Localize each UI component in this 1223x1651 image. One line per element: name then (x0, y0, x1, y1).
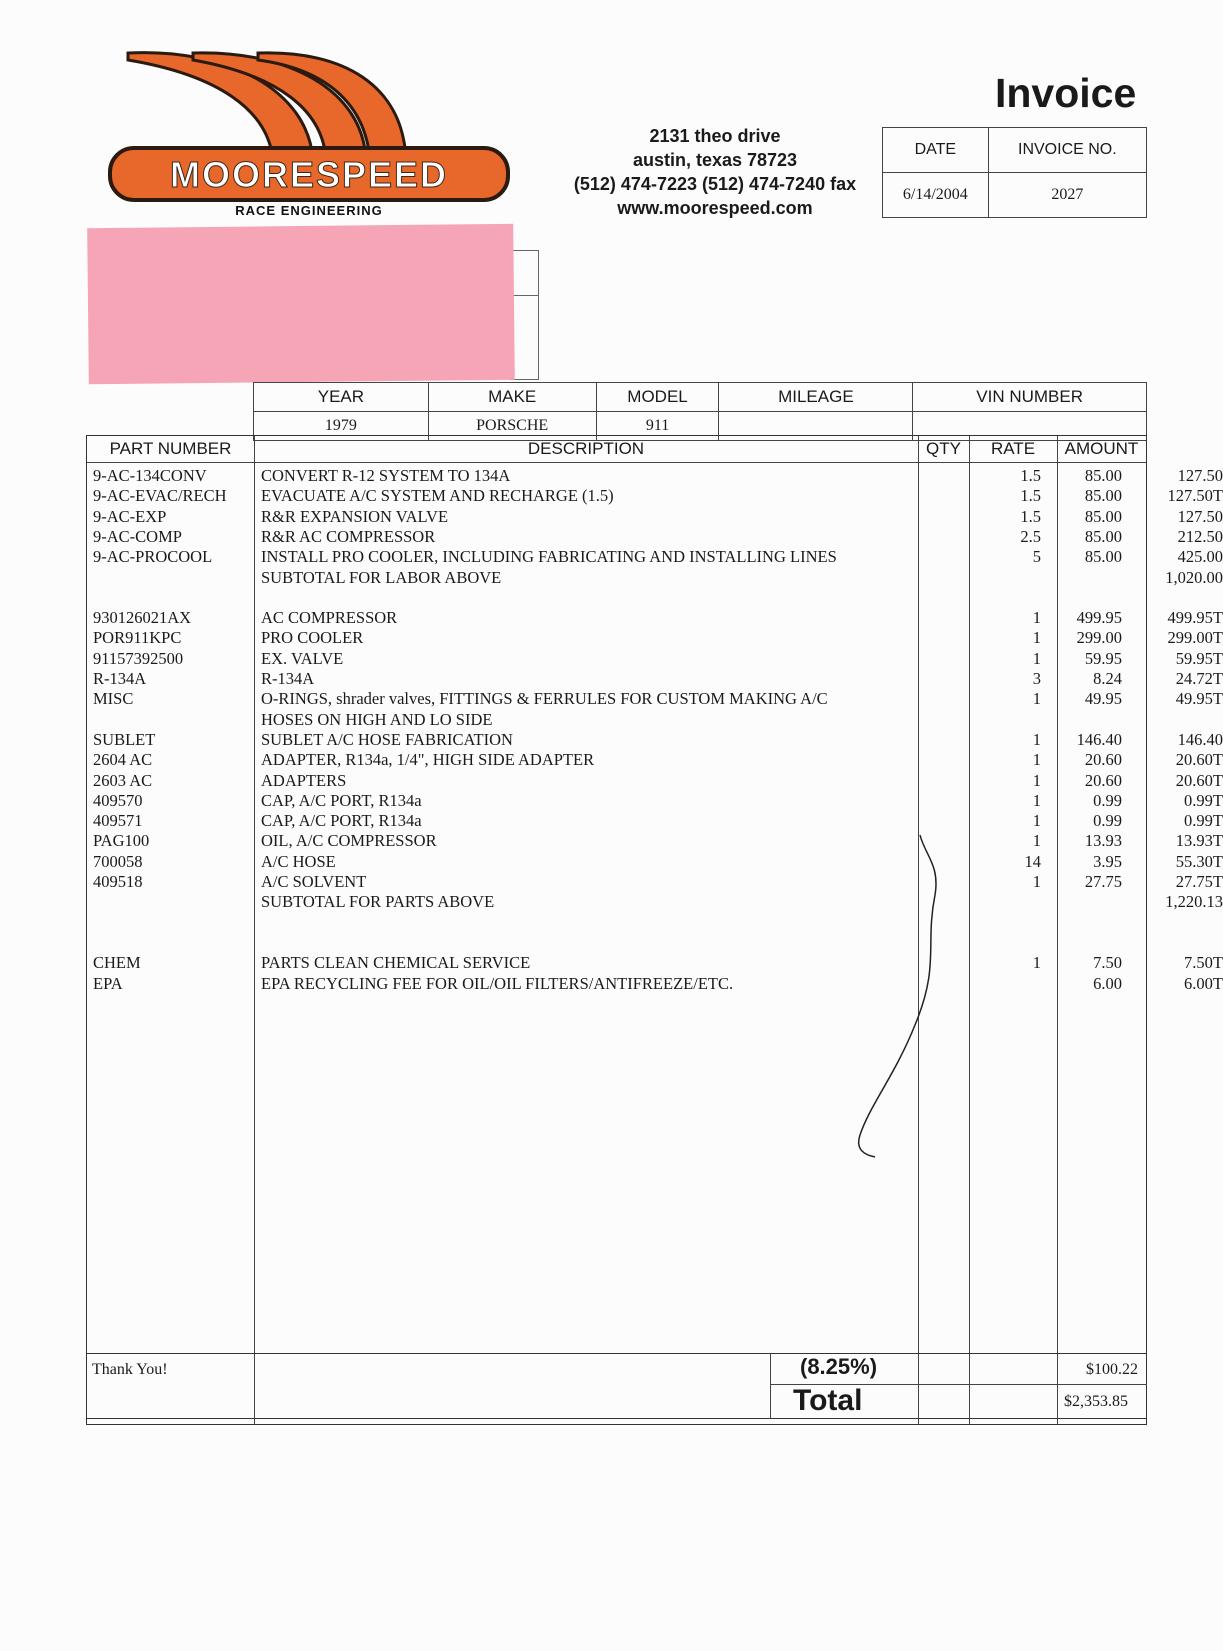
rate-cell: 499.95 (1076, 608, 1122, 628)
total-amount: $2,353.85 (1064, 1393, 1128, 1410)
table-row (87, 506, 1223, 528)
table-row (87, 770, 1223, 792)
qty-cell: 1 (1032, 790, 1041, 810)
description-cell: SUBTOTAL FOR LABOR ABOVE (261, 567, 502, 587)
company-address (550, 124, 880, 220)
rate-cell: 85.00 (1084, 526, 1122, 546)
date-label: DATE (883, 128, 989, 173)
table-row (87, 710, 1146, 731)
part-number-cell: 9-AC-EXP (93, 506, 167, 526)
amount-cell: 425.00 (1177, 547, 1223, 567)
rate-cell: 299.00 (1076, 628, 1122, 648)
part-number-cell: 700058 (93, 851, 143, 871)
description-cell: EPA RECYCLING FEE FOR OIL/OIL FILTERS/ANTIFREEZE/ETC. (261, 973, 734, 993)
table-row (87, 790, 1223, 812)
amount-cell: 20.60T (1175, 770, 1223, 790)
amount-cell: 55.30T (1175, 851, 1223, 871)
vehicle-make: PORSCHE (428, 412, 596, 441)
qty-cell: 1 (1032, 750, 1041, 770)
qty-cell: 1 (1032, 628, 1041, 648)
qty-cell: 1.5 (1020, 486, 1041, 506)
vehicle-header-make: MAKE (428, 383, 596, 412)
header-description: DESCRIPTION (527, 439, 645, 458)
redacted-bill-to (87, 224, 515, 384)
description-cell: R&R AC COMPRESSOR (261, 526, 436, 546)
qty-cell: 1 (1032, 770, 1041, 790)
description-cell: CONVERT R-12 SYSTEM TO 134A (261, 466, 511, 485)
rate-cell: 20.60 (1084, 750, 1122, 770)
description-cell: PRO COOLER (261, 628, 364, 648)
amount-cell: 0.99T (1184, 790, 1223, 810)
rate-cell: 20.60 (1084, 770, 1122, 790)
table-row (87, 547, 1223, 568)
address-website[interactable]: www.moorespeed.com (617, 198, 813, 218)
description-cell: EVACUATE A/C SYSTEM AND RECHARGE (1.5) (261, 486, 614, 506)
description-cell: R-134A (261, 669, 315, 688)
table-row (87, 486, 1223, 507)
part-number-cell: POR911KPC (93, 628, 182, 648)
header-qty: QTY (926, 439, 961, 458)
header-amount: AMOUNT (1064, 439, 1139, 458)
qty-cell: 1 (1032, 608, 1041, 628)
amount-cell: 127.50T (1167, 486, 1223, 506)
part-number-cell: PAG100 (93, 831, 150, 851)
table-header (87, 436, 1146, 463)
invoice-date: 6/14/2004 (883, 173, 989, 218)
part-number-cell: R-134A (93, 669, 147, 688)
part-number-cell: 2604 AC (93, 750, 153, 770)
header-part-number: PART NUMBER (109, 439, 232, 458)
qty-cell: 1 (1032, 872, 1041, 891)
amount-cell: 299.00T (1167, 628, 1223, 648)
qty-cell: 1.5 (1020, 466, 1041, 485)
invoice-info-table (882, 127, 1147, 218)
rate-cell: 27.75 (1084, 872, 1122, 891)
description-cell: CAP, A/C PORT, R134a (261, 790, 422, 810)
vehicle-header-vin: VIN NUMBER (913, 383, 1147, 412)
vehicle-header-model: MODEL (596, 383, 719, 412)
amount-cell: 6.00T (1184, 973, 1223, 993)
vehicle-info-table (253, 382, 1147, 441)
rate-cell: 8.24 (1093, 669, 1122, 688)
invoice-number: 2027 (988, 173, 1146, 218)
part-number-cell: 9-AC-EVAC/RECH (93, 486, 227, 506)
rate-cell: 85.00 (1084, 547, 1122, 567)
table-row (87, 526, 1223, 548)
vehicle-header-mileage: MILEAGE (719, 383, 913, 412)
amount-cell: 7.50T (1184, 953, 1223, 973)
address-city: austin, texas 78723 (632, 150, 798, 170)
description-cell: ADAPTERS (261, 770, 347, 790)
rate-cell: 6.00 (1093, 973, 1122, 993)
description-cell: EX. VALVE (261, 648, 344, 668)
vehicle-header-year: YEAR (254, 383, 429, 412)
invoice-number-label: INVOICE NO. (988, 128, 1146, 173)
table-row (87, 588, 1146, 609)
amount-cell: 20.60T (1175, 750, 1223, 770)
description-cell: INSTALL PRO COOLER, INCLUDING FABRICATING AND INSTALLING LINES (261, 547, 837, 567)
table-row (87, 608, 1223, 629)
description-cell: AC COMPRESSOR (261, 608, 398, 628)
address-phone: (512) 474-7223 (512) 474-7240 fax (573, 174, 857, 194)
part-number-cell: 9-AC-134CONV (93, 466, 207, 485)
description-cell: OIL, A/C COMPRESSOR (261, 831, 437, 851)
description-cell: A/C SOLVENT (261, 872, 367, 891)
part-number-cell: CHEM (93, 953, 141, 973)
qty-cell: 14 (1024, 851, 1041, 871)
amount-cell: 127.50 (1177, 466, 1223, 485)
rate-cell: 13.93 (1084, 831, 1122, 851)
thank-you-note: Thank You! (92, 1361, 168, 1378)
qty-cell: 1 (1032, 811, 1041, 831)
part-number-cell: 409518 (93, 872, 143, 891)
description-cell: SUBLET A/C HOSE FABRICATION (261, 729, 513, 749)
logo-wordmark: MOORESPEED (169, 154, 449, 195)
amount-cell: 146.40 (1177, 729, 1223, 749)
amount-cell: 13.93T (1175, 831, 1223, 851)
total-label: Total (793, 1384, 863, 1417)
rate-cell: 146.40 (1076, 729, 1122, 749)
rate-cell: 85.00 (1084, 506, 1122, 526)
amount-cell: 27.75T (1175, 872, 1223, 891)
rate-cell: 7.50 (1093, 953, 1122, 973)
rate-cell: 85.00 (1084, 486, 1122, 506)
amount-cell: 59.95T (1175, 648, 1223, 668)
table-row (87, 811, 1223, 832)
part-number-cell: EPA (93, 973, 123, 993)
amount-cell: 1,020.00 (1165, 567, 1223, 587)
description-cell: CAP, A/C PORT, R134a (261, 811, 422, 831)
qty-cell: 3 (1032, 669, 1041, 688)
rate-cell: 49.95 (1084, 689, 1122, 709)
part-number-cell: 409570 (93, 790, 143, 810)
tax-rate: (8.25%) (800, 1354, 878, 1379)
table-row (87, 750, 1223, 771)
qty-cell: 1.5 (1020, 506, 1041, 526)
qty-cell: 5 (1032, 547, 1041, 567)
rate-cell: 59.95 (1084, 648, 1122, 668)
description-cell: A/C HOSE (261, 851, 336, 871)
vehicle-model: 911 (596, 412, 719, 441)
part-number-cell: 91157392500 (93, 648, 184, 668)
logo-tagline: RACE ENGINEERING (235, 203, 383, 218)
part-number-cell: 2603 AC (93, 770, 153, 790)
page-title: Invoice (995, 70, 1137, 116)
address-street: 2131 theo drive (649, 126, 781, 146)
part-number-cell: 409571 (93, 811, 143, 831)
description-cell: R&R EXPANSION VALVE (261, 506, 449, 526)
description-cell: HOSES ON HIGH AND LO SIDE (261, 709, 493, 729)
header-rate: RATE (990, 439, 1036, 458)
part-number-cell: MISC (93, 689, 134, 709)
bill-to-divider (510, 295, 538, 296)
amount-cell: 49.95T (1175, 689, 1223, 709)
part-number-cell: 9-AC-COMP (93, 526, 182, 546)
rate-cell: 0.99 (1093, 811, 1122, 831)
amount-cell: 24.72T (1175, 669, 1223, 688)
table-row (87, 648, 1223, 670)
rate-cell: 85.00 (1084, 466, 1122, 485)
qty-cell: 2.5 (1020, 526, 1041, 546)
vehicle-year: 1979 (254, 412, 429, 441)
qty-cell: 1 (1032, 689, 1041, 709)
part-number-cell: SUBLET (93, 729, 156, 749)
amount-cell: 212.50 (1177, 526, 1223, 546)
part-number-cell: 930126021AX (93, 608, 192, 628)
table-row (87, 729, 1223, 751)
amount-cell: 499.95T (1167, 608, 1223, 628)
rate-cell: 3.95 (1093, 851, 1122, 871)
moorespeed-logo (108, 50, 538, 230)
description-cell: O-RINGS, shrader valves, FITTINGS & FERRULES FOR CUSTOM MAKING A/C (261, 689, 828, 709)
description-cell: PARTS CLEAN CHEMICAL SERVICE (261, 953, 531, 973)
table-row (87, 689, 1223, 710)
rate-cell: 0.99 (1093, 790, 1122, 810)
table-row (87, 567, 1223, 589)
description-cell: SUBTOTAL FOR PARTS ABOVE (261, 892, 495, 912)
table-row (87, 628, 1223, 649)
amount-cell: 1,220.13 (1165, 892, 1223, 912)
qty-cell: 1 (1032, 648, 1041, 668)
handwritten-mark (840, 835, 990, 1175)
qty-cell: 1 (1032, 729, 1041, 749)
qty-cell: 1 (1032, 831, 1041, 851)
tax-amount: $100.22 (1086, 1361, 1138, 1378)
qty-cell: 1 (1032, 953, 1041, 973)
description-cell: ADAPTER, R134a, 1/4", HIGH SIDE ADAPTER (261, 750, 595, 770)
amount-cell: 0.99T (1184, 811, 1223, 831)
part-number-cell: 9-AC-PROCOOL (93, 547, 213, 567)
table-row (87, 466, 1223, 487)
table-row (87, 669, 1223, 690)
amount-cell: 127.50 (1177, 506, 1223, 526)
